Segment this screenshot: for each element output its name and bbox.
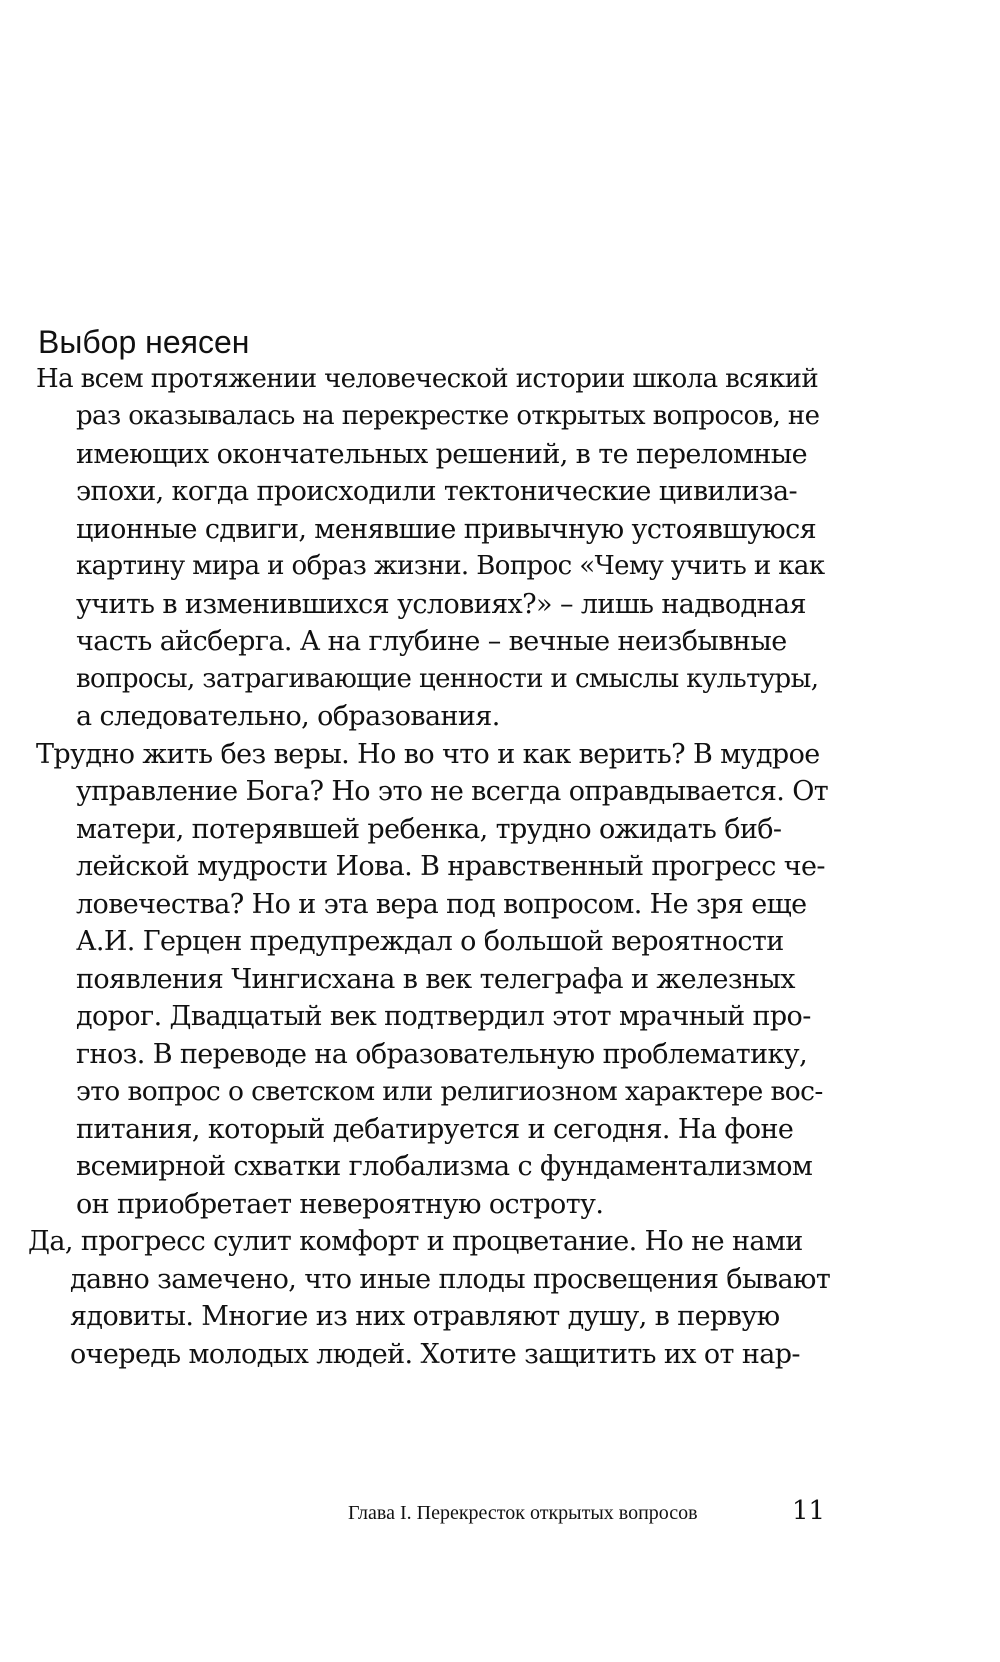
text-line: гноз. В переводе на образовательную проблематику,: [76, 1039, 808, 1070]
page-number: 11: [792, 1496, 826, 1526]
text-line: картину мира и образ жизни. Вопрос «Чему учить и как: [76, 551, 825, 581]
text-line: А.И. Герцен предупреждал о большой вероятности: [76, 926, 784, 957]
text-line: а следовательно, образования.: [76, 701, 500, 732]
text-line: он приобретает невероятную остроту.: [76, 1189, 604, 1220]
text-line: Трудно жить без веры. Но во что и как верить? В мудрое: [36, 739, 820, 770]
text-line: имеющих окончательных решений, в те переломные: [76, 439, 808, 470]
text-line: Да, прогресс сулит комфорт и процветание. Но не нами: [28, 1226, 803, 1257]
section-heading: Выбор неясен: [38, 324, 250, 360]
text-line: ционные сдвиги, менявшие привычную устоявшуюся: [76, 514, 817, 545]
text-line: управление Бога? Но это не всегда оправдывается. От: [76, 776, 829, 807]
text-line: появления Чингисхана в век телеграфа и железных: [76, 964, 795, 995]
text-line: всемирной схватки глобализма с фундаментализмом: [76, 1151, 813, 1182]
text-line: питания, который дебатируется и сегодня. На фоне: [76, 1114, 794, 1145]
text-line: это вопрос о светском или религиозном характере вос-: [76, 1076, 823, 1107]
running-footer-title: Глава I. Перекресток открытых вопросов: [348, 1502, 698, 1524]
text-line: ядовиты. Многие из них отравляют душу, в первую: [70, 1301, 780, 1332]
text-line: вопросы, затрагивающие ценности и смыслы культуры,: [76, 664, 819, 694]
text-line: учить в изменившихся условиях?» – лишь надводная: [76, 589, 806, 620]
text-line: эпохи, когда происходили тектонические цивилиза-: [76, 476, 798, 507]
text-line: раз оказывалась на перекрестке открытых вопросов, не: [76, 401, 820, 431]
text-line: очередь молодых людей. Хотите защитить их от нар-: [70, 1339, 800, 1370]
text-line: давно замечено, что иные плоды просвещения бывают: [70, 1264, 831, 1295]
text-line: На всем протяжении человеческой истории школа всякий: [36, 364, 819, 394]
text-line: часть айсберга. А на глубине – вечные неизбывные: [76, 626, 787, 657]
text-line: ловечества? Но и эта вера под вопросом. Не зря еще: [76, 889, 807, 920]
text-line: дорог. Двадцатый век подтвердил этот мрачный про-: [76, 1001, 811, 1032]
text-line: лейской мудрости Иова. В нравственный прогресс че-: [76, 851, 825, 882]
text-line: матери, потерявшей ребенка, трудно ожидать биб-: [76, 814, 782, 845]
